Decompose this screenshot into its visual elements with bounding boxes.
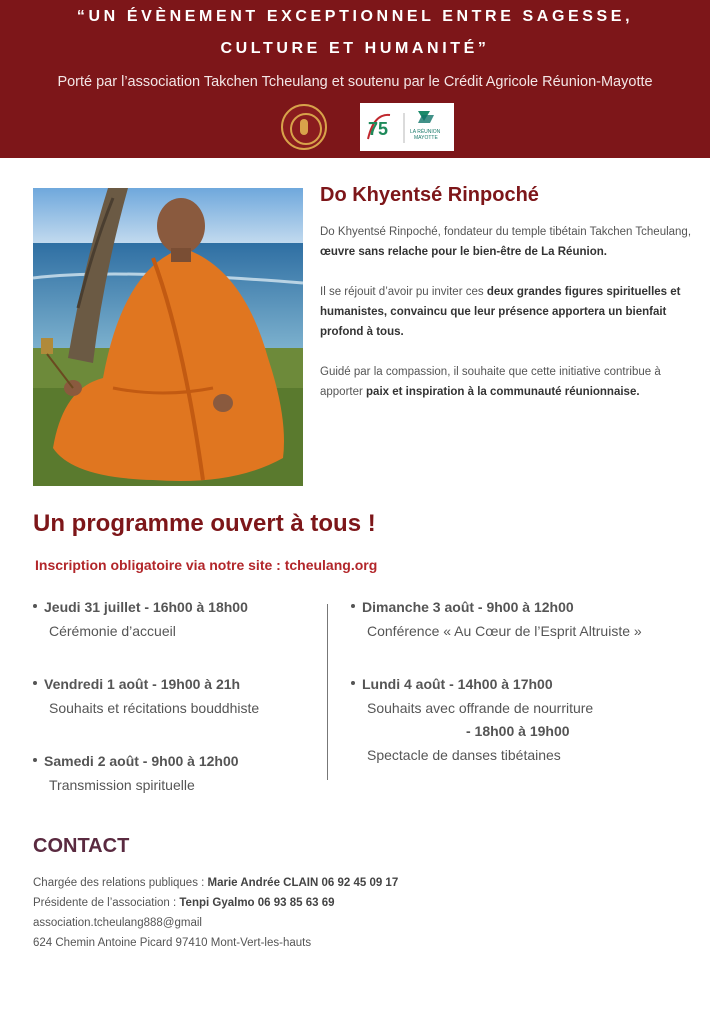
bio-paragraph-2 (320, 282, 704, 342)
event-description: Cérémonie d’accueil (49, 623, 176, 639)
contact-email[interactable]: association.tcheulang888@gmail (33, 917, 202, 929)
event-date-text: Dimanche 3 août - 9h00 à 12h00 (362, 599, 574, 615)
event-date (351, 676, 593, 692)
event-title-line1: “UN ÉVÈNEMENT EXCEPTIONNEL ENTRE SAGESSE, (76, 8, 634, 25)
event-description: Transmission spirituelle (49, 777, 195, 793)
bullet-icon (351, 604, 355, 608)
bio-p1-text: Do Khyentsé Rinpoché, fondateur du temple tibétain Takchen Tcheulang, (320, 226, 692, 238)
event-date (33, 599, 248, 615)
event-title-line2: CULTURE ET HUMANITÉ” (220, 40, 490, 57)
bullet-icon (33, 758, 37, 762)
event-description: Souhaits et récitations bouddhiste (49, 700, 260, 716)
event-date (33, 753, 239, 769)
registration-site-link[interactable]: tcheulang.org (284, 557, 378, 573)
event-date-text: Jeudi 31 juillet - 16h00 à 18h00 (44, 599, 248, 615)
event-item (351, 599, 642, 639)
event-description: Souhaits avec offrande de nourriture (367, 700, 594, 716)
president-label: Présidente de l’association : (33, 897, 180, 909)
event-date (33, 676, 259, 692)
event-item (33, 753, 239, 793)
registration-text: Inscription obligatoire via notre site : (35, 557, 285, 573)
event-item (33, 676, 259, 716)
bullet-icon (33, 681, 37, 685)
bio-p3-bold: paix et inspiration à la communauté réunionnaise. (366, 386, 640, 398)
bio-p2-text: Il se réjouit d’avoir pu inviter ces (320, 286, 487, 298)
rinpoche-photo (33, 188, 303, 486)
contact-press (33, 877, 398, 889)
bio-p3-text: Guidé par la compassion, il souhaite que cette initiative contribue à apporter (320, 366, 661, 398)
press-label: Chargée des relations publiques : (33, 877, 208, 889)
event-date-text: Samedi 2 août - 9h00 à 12h00 (44, 753, 239, 769)
contact-address: 624 Chemin Antoine Picard 97410 Mont-Vert-les-hauts (33, 937, 312, 949)
bullet-icon (351, 681, 355, 685)
bio-paragraph-1 (320, 222, 704, 262)
bio-paragraph-3 (320, 362, 704, 402)
svg-text:MAYOTTE: MAYOTTE (414, 135, 438, 141)
program-title: Un programme ouvert à tous ! (33, 510, 376, 537)
event-item (351, 676, 593, 763)
bio-p2-bold: deux grandes figures spirituelles et humanistes, convaincu que leur présence apportera un bienfait profond à tous. (320, 286, 681, 338)
event-extra-description: Spectacle de danses tibétaines (367, 747, 561, 763)
president-value: Tenpi Gyalmo 06 93 85 63 69 (179, 897, 335, 909)
event-date-text: Vendredi 1 août - 19h00 à 21h (44, 676, 241, 692)
bio-p1-bold: œuvre sans relache pour le bien-être de La Réunion. (320, 246, 607, 258)
logo-anniversary-number: 75 (368, 119, 389, 139)
press-value: Marie Andrée CLAIN 06 92 45 09 17 (207, 877, 399, 889)
event-item (33, 599, 248, 639)
contact-title: CONTACT (33, 835, 130, 857)
event-date (351, 599, 642, 615)
event-extra-time: - 18h00 à 19h00 (466, 723, 570, 739)
takchen-tcheulang-logo (281, 104, 327, 150)
bio-name: Do Khyentsé Rinpoché (320, 184, 539, 206)
program-divider (327, 604, 328, 780)
svg-text:LA RÉUNION: LA RÉUNION (410, 129, 441, 135)
event-description: Conférence « Au Cœur de l’Esprit Altruiste » (367, 623, 642, 639)
bullet-icon (33, 604, 37, 608)
registration-note (35, 557, 377, 573)
header-banner (0, 0, 710, 158)
credit-agricole-logo (360, 103, 454, 151)
event-subtitle: Porté par l’association Takchen Tcheulang et soutenu par le Crédit Agricole Réunion-Mayotte (57, 74, 653, 90)
event-date-text: Lundi 4 août - 14h00 à 17h00 (362, 676, 553, 692)
contact-president (33, 897, 335, 909)
